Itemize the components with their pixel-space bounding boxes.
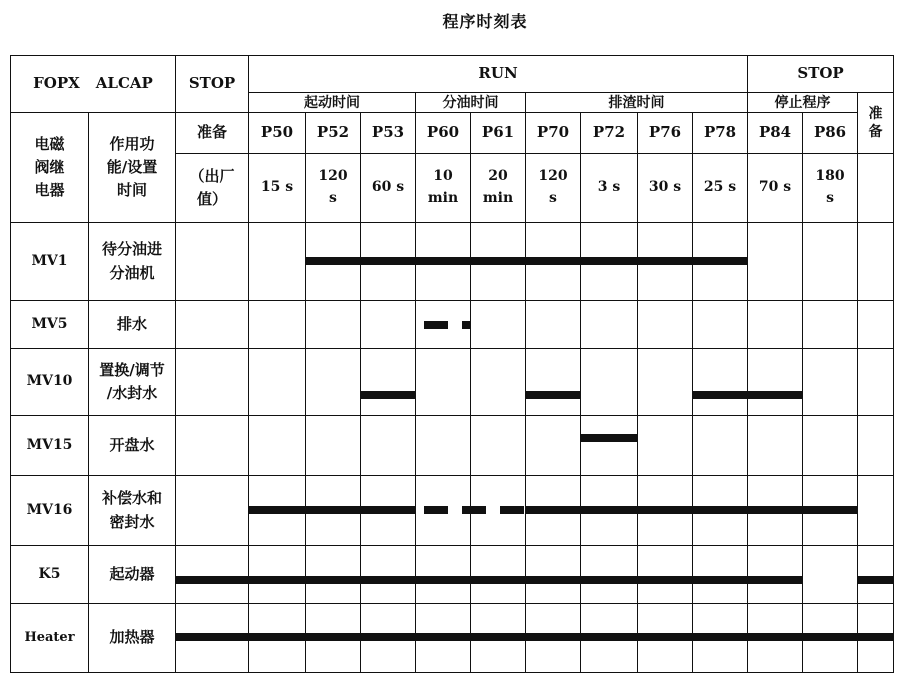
timeline-cell: [693, 546, 748, 604]
step-time-p86: 180 s: [803, 154, 858, 223]
timeline-cell: [858, 476, 894, 546]
step-label-p76: P76: [638, 113, 693, 154]
step-label-p84: P84: [748, 113, 803, 154]
timeline-cell: [471, 546, 526, 604]
header-stop-right: STOP: [748, 56, 894, 93]
step-label-p61: P61: [471, 113, 526, 154]
timeline-cell: [361, 223, 416, 301]
signal-function: 置换/调节 /水封水: [89, 349, 176, 416]
timeline-cell: [416, 546, 471, 604]
timeline-cell: [803, 301, 858, 349]
timeline-cell: [858, 604, 894, 673]
signal-row-mv16: [11, 476, 894, 546]
timeline-cell: [471, 223, 526, 301]
step-time-p60: 10 min: [416, 154, 471, 223]
timeline-cell: [176, 349, 249, 416]
timeline-cell: [176, 301, 249, 349]
timeline-cell: [581, 301, 638, 349]
timeline-cell: [249, 476, 306, 546]
timeline-cell: [306, 604, 361, 673]
timeline-cell: [748, 301, 803, 349]
timeline-cell: [693, 223, 748, 301]
timeline-cell: [176, 546, 249, 604]
function-column-header: 作用功 能/设置 时间: [89, 113, 176, 223]
timeline-cell: [306, 416, 361, 476]
step-time-p53: 60 s: [361, 154, 416, 223]
timeline-cell: [748, 476, 803, 546]
signal-function: 起动器: [89, 546, 176, 604]
timeline-cell: [748, 416, 803, 476]
signal-function: 补偿水和 密封水: [89, 476, 176, 546]
timeline-cell: [638, 476, 693, 546]
phase-separation: 分油时间: [416, 93, 526, 113]
timeline-cell: [803, 476, 858, 546]
timeline-cell: [693, 476, 748, 546]
timeline-cell: [526, 604, 581, 673]
timeline-cell: [361, 476, 416, 546]
header-stop-left: STOP: [176, 56, 249, 113]
step-time-p52: 120 s: [306, 154, 361, 223]
timeline-cell: [176, 223, 249, 301]
timeline-cell: [858, 301, 894, 349]
signal-function: 排水: [89, 301, 176, 349]
stop-ready-label: 准备: [176, 113, 249, 154]
signal-name: MV16: [11, 476, 89, 546]
factory-value-label: （出厂 值）: [176, 154, 249, 223]
timeline-cell: [693, 349, 748, 416]
timeline-cell: [526, 546, 581, 604]
step-time-p72: 3 s: [581, 154, 638, 223]
phase-stop-program: 停止程序: [748, 93, 858, 113]
signal-row-mv10: [11, 349, 894, 416]
step-label-p86: P86: [803, 113, 858, 154]
step-label-p72: P72: [581, 113, 638, 154]
timeline-cell: [526, 349, 581, 416]
timeline-cell: [416, 301, 471, 349]
timeline-cell: [581, 349, 638, 416]
signal-name: Heater: [11, 604, 89, 673]
timeline-cell: [858, 223, 894, 301]
timeline-cell: [693, 301, 748, 349]
step-label-p50: P50: [249, 113, 306, 154]
timeline-cell: [361, 546, 416, 604]
timeline-cell: [638, 604, 693, 673]
signal-function: 开盘水: [89, 416, 176, 476]
page-title: 程序时刻表: [442, 12, 528, 31]
timeline-cell: [803, 349, 858, 416]
timeline-cell: [581, 476, 638, 546]
timeline-cell: [361, 416, 416, 476]
timeline-cell: [858, 546, 894, 604]
timeline-cell: [249, 604, 306, 673]
timeline-cell: [803, 604, 858, 673]
signal-name: MV1: [11, 223, 89, 301]
timeline-cell: [361, 349, 416, 416]
timeline-cell: [748, 604, 803, 673]
phase-startup: 起动时间: [249, 93, 416, 113]
timing-table: [10, 55, 894, 673]
timeline-cell: [306, 301, 361, 349]
timeline-cell: [361, 301, 416, 349]
step-time-p50: 15 s: [249, 154, 306, 223]
timeline-cell: [416, 223, 471, 301]
step-time-p84: 70 s: [748, 154, 803, 223]
step-label-p60: P60: [416, 113, 471, 154]
signal-row-heater: [11, 604, 894, 673]
timeline-cell: [471, 349, 526, 416]
signal-row-mv1: [11, 223, 894, 301]
timeline-cell: [306, 349, 361, 416]
timeline-cell: [471, 476, 526, 546]
timeline-cell: [638, 416, 693, 476]
timeline-cell: [803, 546, 858, 604]
device-column-header: 电磁 阀继 电器: [11, 113, 89, 223]
timeline-cell: [249, 223, 306, 301]
timeline-cell: [748, 349, 803, 416]
signal-row-k5: [11, 546, 894, 604]
step-label-p70: P70: [526, 113, 581, 154]
timeline-cell: [306, 223, 361, 301]
signal-function: 加热器: [89, 604, 176, 673]
timeline-cell: [581, 604, 638, 673]
signal-row-mv15: [11, 416, 894, 476]
timeline-cell: [638, 223, 693, 301]
timeline-cell: [471, 301, 526, 349]
timeline-cell: [416, 349, 471, 416]
timeline-cell: [249, 416, 306, 476]
timeline-cell: [471, 604, 526, 673]
timeline-cell: [581, 223, 638, 301]
signal-name: MV15: [11, 416, 89, 476]
step-time-p61: 20 min: [471, 154, 526, 223]
timeline-cell: [748, 223, 803, 301]
timeline-cell: [693, 604, 748, 673]
timeline-cell: [858, 349, 894, 416]
signal-row-mv5: [11, 301, 894, 349]
timeline-cell: [581, 416, 638, 476]
timeline-cell: [249, 546, 306, 604]
timeline-cell: [416, 604, 471, 673]
timeline-cell: [249, 349, 306, 416]
alcap-label: ALCAP: [95, 74, 153, 93]
timeline-cell: [526, 476, 581, 546]
timeline-cell: [416, 476, 471, 546]
timeline-cell: [249, 301, 306, 349]
timeline-cell: [526, 301, 581, 349]
timeline-cell: [858, 416, 894, 476]
timeline-cell: [526, 416, 581, 476]
phase-discharge: 排渣时间: [526, 93, 748, 113]
step-time-p70: 120 s: [526, 154, 581, 223]
header-row-mode: [11, 56, 894, 93]
timeline-cell: [803, 416, 858, 476]
header-row-steps: [11, 113, 894, 154]
header-run: RUN: [249, 56, 748, 93]
ready-right-empty-cell: [858, 154, 894, 223]
timeline-cell: [748, 546, 803, 604]
step-time-p78: 25 s: [693, 154, 748, 223]
header-ready-right: 准 备: [858, 93, 894, 154]
timeline-cell: [176, 476, 249, 546]
timeline-cell: [471, 416, 526, 476]
fopx-label: FOPX: [33, 74, 80, 93]
step-label-p78: P78: [693, 113, 748, 154]
step-time-p76: 30 s: [638, 154, 693, 223]
step-label-p53: P53: [361, 113, 416, 154]
timeline-cell: [361, 604, 416, 673]
timeline-cell: [638, 546, 693, 604]
timeline-cell: [416, 416, 471, 476]
timeline-cell: [803, 223, 858, 301]
timeline-cell: [693, 416, 748, 476]
timeline-cell: [176, 416, 249, 476]
signal-name: MV10: [11, 349, 89, 416]
signal-function: 待分油进 分油机: [89, 223, 176, 301]
timeline-cell: [638, 301, 693, 349]
step-label-p52: P52: [306, 113, 361, 154]
timeline-cell: [581, 546, 638, 604]
signal-name: MV5: [11, 301, 89, 349]
header-fopx-alcap: [11, 56, 176, 113]
timeline-cell: [526, 223, 581, 301]
timeline-cell: [306, 476, 361, 546]
signal-name: K5: [11, 546, 89, 604]
timeline-cell: [638, 349, 693, 416]
timeline-cell: [306, 546, 361, 604]
timeline-cell: [176, 604, 249, 673]
